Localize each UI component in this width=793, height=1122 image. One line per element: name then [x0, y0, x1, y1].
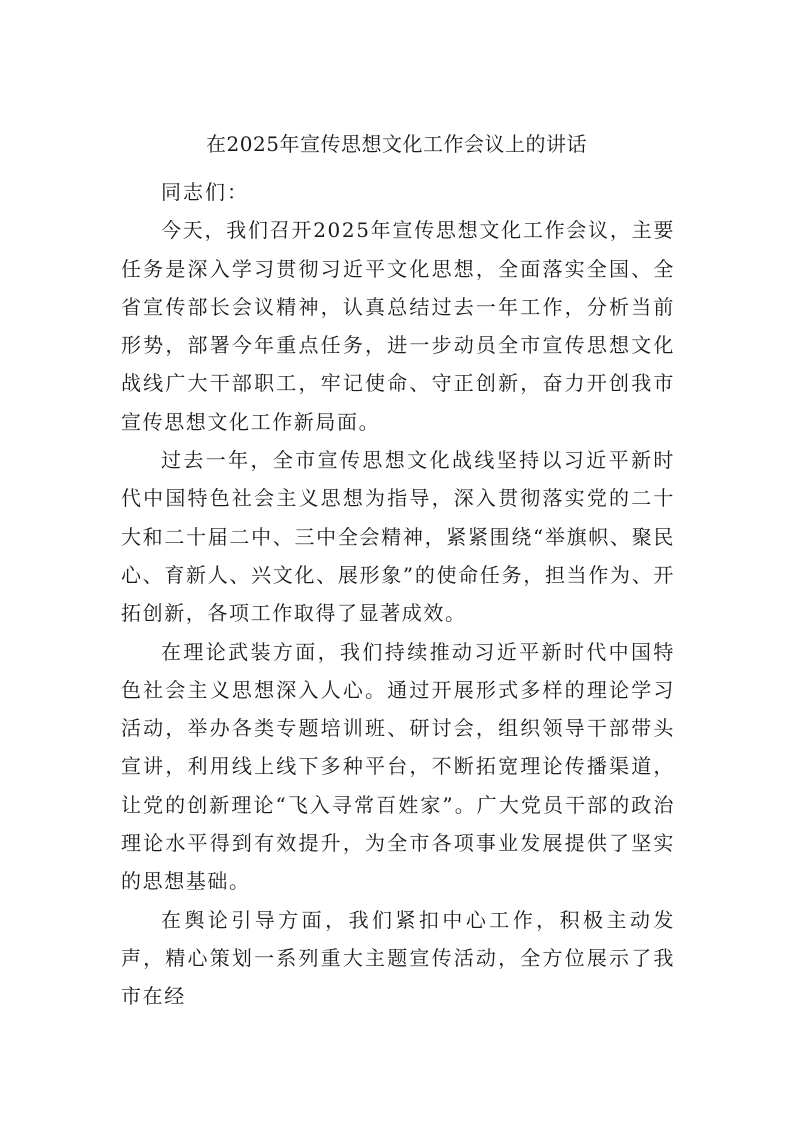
paragraph-4: 在舆论引导方面，我们紧扣中心工作，积极主动发声，精心策划一系列重大主题宣传活动，全方位展示了我市在经	[121, 907, 675, 1009]
salutation: 同志们：	[161, 180, 249, 204]
paragraph-3: 在理论武装方面，我们持续推动习近平新时代中国特色社会主义思想深入人心。通过开展形式多样的理论学习活动，举办各类专题培训班、研讨会，组织领导干部带头宣讲，利用线上线下多种平台，不断拓宽理论传播渠道，让党的创新理论“飞入寻常百姓家”。广大党员干部的政治理论水平得到有效提升，为全市各项事业发展提供了坚实的思想基础。	[121, 639, 675, 894]
document-title: 在2025年宣传思想文化工作会议上的讲话	[206, 132, 587, 156]
paragraph-1: 今天，我们召开2025年宣传思想文化工作会议，主要任务是深入学习贯彻习近平文化思想，全面落实全国、全省宣传部长会议精神，认真总结过去一年工作，分析当前形势，部署今年重点任务，进一步动员全市宣传思想文化战线广大干部职工，牢记使命、守正创新，奋力开创我市宣传思想文化工作新局面。	[121, 218, 675, 434]
paragraph-2: 过去一年，全市宣传思想文化战线坚持以习近平新时代中国特色社会主义思想为指导，深入贯彻落实党的二十大和二十届二中、三中全会精神，紧紧围绕“举旗帜、聚民心、育新人、兴文化、展形象”的使命任务，担当作为、开拓创新，各项工作取得了显著成效。	[121, 448, 675, 626]
document-body	[121, 173, 675, 1016]
